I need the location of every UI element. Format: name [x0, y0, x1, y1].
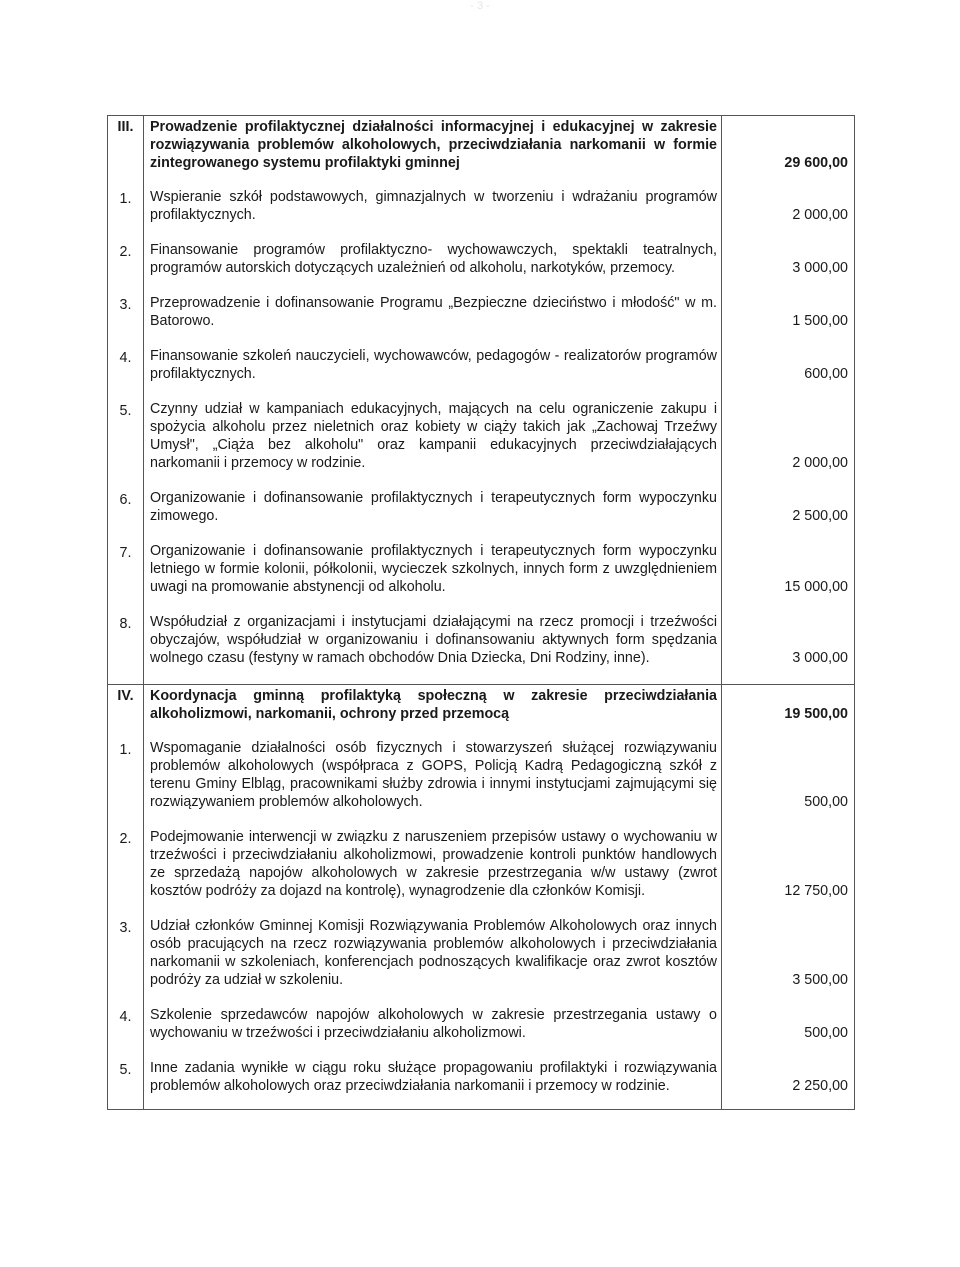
item-number: 4.	[108, 347, 144, 400]
item-number: 5.	[108, 1059, 144, 1110]
item-number: 6.	[108, 489, 144, 542]
item-number: 8.	[108, 613, 144, 685]
budget-table	[107, 115, 855, 1110]
item-number: 5.	[108, 400, 144, 489]
item-description: Przeprowadzenie i dofinansowanie Programu „Bezpieczne dzieciństwo i młodość" w m. Batorowo.	[150, 295, 717, 329]
item-description: Finansowanie szkoleń nauczycieli, wychowawców, pedagogów - realizatorów programów profilaktycznych.	[150, 348, 717, 382]
section-number: III.	[108, 116, 144, 189]
item-amount: 2 500,00	[722, 489, 855, 542]
item-number: 3.	[108, 917, 144, 1006]
table-row	[108, 188, 855, 241]
item-description: Organizowanie i dofinansowanie profilaktycznych i terapeutycznych form wypoczynku zimowego.	[150, 490, 717, 524]
table-row	[108, 1006, 855, 1059]
item-amount: 500,00	[722, 1006, 855, 1059]
section-row-IV	[108, 685, 855, 740]
section-title: Koordynacja gminną profilaktyką społeczną w zakresie przeciwdziałania alkoholizmowi, narkomanii, ochrony przed przemocą	[144, 685, 722, 740]
item-amount: 15 000,00	[722, 542, 855, 613]
section-row-III	[108, 116, 855, 189]
section-total	[722, 116, 855, 189]
table-row	[108, 400, 855, 489]
item-description: Finansowanie programów profilaktyczno- wychowawczych, spektakli teatralnych, programów autorskich dotyczących uzależnień od alkoholu, narkotyków, przemocy.	[150, 242, 717, 276]
item-description: Wspieranie szkół podstawowych, gimnazjalnych w tworzeniu i wdrażaniu programów profilaktycznych.	[150, 189, 717, 223]
section-number: IV.	[108, 685, 144, 740]
table-row	[108, 917, 855, 1006]
section-title: Prowadzenie profilaktycznej działalności informacyjnej i edukacyjnej w zakresie rozwiązywania problemów alkoholowych, przeciwdziałania narkomanii w formie zintegrowanego systemu profilaktyki gminnej	[144, 116, 722, 189]
item-number: 7.	[108, 542, 144, 613]
table-row	[108, 294, 855, 347]
item-number: 2.	[108, 241, 144, 294]
item-description: Wspomaganie działalności osób fizycznych i stowarzyszeń służącej rozwiązywaniu problemów alkoholowych (współpraca z GOPS, Policją Kadrą Pedagogiczną szkół z terenu Gminy Elbląg, pracownikami służby zdrowia i innymi instytucjami zajmującymi się rozwiązywaniem problemów alkoholowych.	[150, 740, 717, 810]
table-row	[108, 489, 855, 542]
item-description: Podejmowanie interwencji w związku z naruszeniem przepisów ustawy o wychowaniu w trzeźwości i przeciwdziałaniu alkoholizmowi, prowadzenie kontroli punktów handlowych ze sprzedażą napojów alkoholowych w zakresie przestrzegania w/w ustawy (zwrot kosztów podróży za dojazd na kontrolę), wynagrodzenie dla członków Komisji.	[150, 829, 717, 899]
item-amount: 600,00	[722, 347, 855, 400]
item-number: 4.	[108, 1006, 144, 1059]
item-amount: 3 500,00	[722, 917, 855, 1006]
section-total-amount: 29 600,00	[784, 155, 848, 171]
item-description: Szkolenie sprzedawców napojów alkoholowych w zakresie przestrzegania ustawy o wychowaniu w trzeźwości i przeciwdziałaniu alkoholizmowi.	[150, 1007, 717, 1041]
table-row	[108, 1059, 855, 1110]
table-row	[108, 347, 855, 400]
item-description: Współudział z organizacjami i instytucjami działającymi na rzecz promocji i trzeźwości obyczajów, współudział w organizowaniu i dofinansowaniu aktywnych form spędzania wolnego czasu (festyny w ramach obchodów Dnia Dziecka, Dni Rodziny, inne).	[150, 614, 717, 666]
item-description: Udział członków Gminnej Komisji Rozwiązywania Problemów Alkoholowych oraz innych osób pracujących na rzecz rozwiązywania problemów alkoholowych i przeciwdziałania narkomanii w szkoleniach, konferencjach podnoszących kwalifikacje oraz zwrot kosztów podróży za udział w szkoleniu.	[150, 918, 717, 988]
page-number: - 3 -	[470, 0, 490, 12]
table-row	[108, 739, 855, 828]
table-row	[108, 542, 855, 613]
item-amount: 3 000,00	[722, 241, 855, 294]
item-description: Czynny udział w kampaniach edukacyjnych, mających na celu ograniczenie zakupu i spożycia alkoholu przez nieletnich oraz kobiety w ciąży takich jak „Zachowaj Trzeźwy Umysł", „Ciąża bez alkoholu" oraz kampanii edukacyjnych przeciwdziałających narkomanii i przemocy w rodzinie.	[150, 401, 717, 471]
item-description: Organizowanie i dofinansowanie profilaktycznych i terapeutycznych form wypoczynku letniego w formie kolonii, półkolonii, wycieczek szkolnych, innych form z uwzględnieniem uwagi na promowanie abstynencji od alkoholu.	[150, 543, 717, 595]
item-amount: 12 750,00	[722, 828, 855, 917]
item-number: 1.	[108, 188, 144, 241]
item-number: 1.	[108, 739, 144, 828]
item-amount: 1 500,00	[722, 294, 855, 347]
item-amount: 2 250,00	[722, 1059, 855, 1110]
item-amount: 2 000,00	[722, 188, 855, 241]
table-row	[108, 828, 855, 917]
table-row	[108, 613, 855, 685]
item-amount: 2 000,00	[722, 400, 855, 489]
section-total-amount: 19 500,00	[784, 706, 848, 722]
item-description: Inne zadania wynikłe w ciągu roku służące propagowaniu profilaktyki i rozwiązywania problemów alkoholowych oraz przeciwdziałania narkomanii i przemocy w rodzinie.	[144, 1059, 722, 1110]
item-amount: 3 000,00	[722, 613, 855, 685]
table-row	[108, 241, 855, 294]
item-number: 2.	[108, 828, 144, 917]
section-total	[722, 685, 855, 740]
item-number: 3.	[108, 294, 144, 347]
item-amount: 500,00	[722, 739, 855, 828]
